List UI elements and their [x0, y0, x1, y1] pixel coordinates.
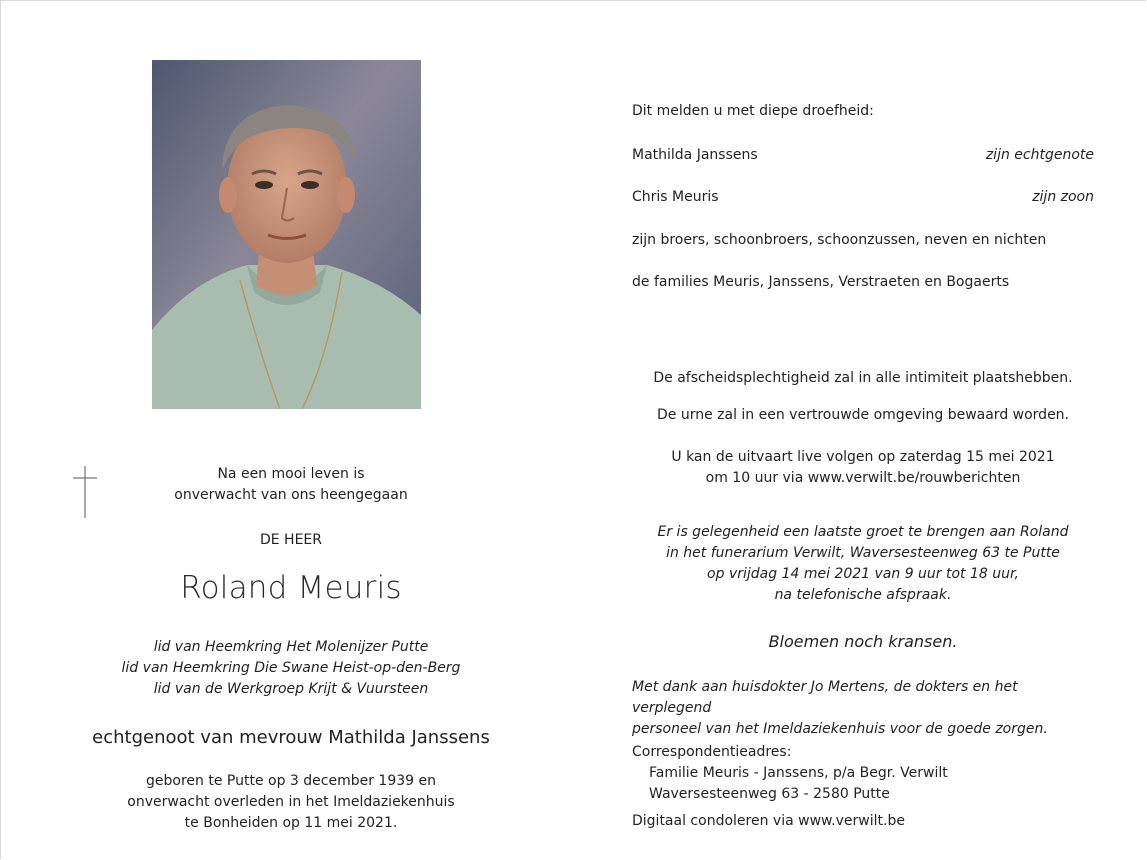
thanks-line: personeel van het Imeldaziekenhuis voor de goede zorgen. [632, 721, 1048, 737]
family-line: de families Meuris, Janssens, Verstraeten en Bogaerts [632, 274, 1010, 290]
visitation-line: na telefonische afspraak. [774, 587, 952, 603]
condolence-text: Digitaal condoleren via www.verwilt.be [632, 813, 905, 829]
visitation-line: Er is gelegenheid een laatste groet te brengen aan Roland [657, 524, 1069, 540]
intro-line: Na een mooi leven is [217, 466, 365, 482]
address-line: Waversesteenweg 63 - 2580 Putte [649, 786, 890, 802]
ceremony-text: De afscheidsplechtigheid zal in alle intimiteit plaatshebben. [653, 370, 1073, 386]
spouse-line: echtgenoot van mevrouw Mathilda Janssens [92, 727, 490, 748]
thanks-line: Met dank aan huisdokter Jo Mertens, de dokters en het verplegend [632, 679, 1018, 716]
family-line: zijn broers, schoonbroers, schoonzussen, neven en nichten [632, 232, 1047, 248]
livestream-text [632, 447, 1094, 489]
address-line: Familie Meuris - Janssens, p/a Begr. Verwilt [649, 765, 948, 781]
membership-line: lid van Heemkring Het Molenijzer Putte [153, 639, 429, 655]
birth-death-text [75, 771, 507, 834]
birth-death-line: te Bonheiden op 11 mei 2021. [184, 815, 398, 831]
membership-line: lid van Heemkring Die Swane Heist-op-den-Berg [121, 660, 461, 676]
visitation-line: in het funerarium Verwilt, Waversesteenweg 63 te Putte [666, 545, 1060, 561]
visitation-text [632, 522, 1094, 606]
intro-text [75, 464, 507, 506]
birth-death-line: onverwacht overleden in het Imeldaziekenhuis [127, 794, 455, 810]
visitation-line: op vrijdag 14 mei 2021 van 9 uur tot 18 uur, [707, 566, 1019, 582]
thanks-text [632, 677, 1094, 740]
relative-row [632, 187, 1094, 208]
honorific: DE HEER [259, 532, 323, 548]
announcement: Dit melden u met diepe droefheid: [632, 103, 874, 119]
correspondence-label: Correspondentieadres: [632, 744, 792, 760]
relative-relation: zijn zoon [1032, 189, 1094, 205]
memberships [75, 637, 507, 700]
membership-line: lid van de Werkgroep Krijt & Vuursteen [153, 681, 429, 697]
portrait-photo [152, 60, 421, 409]
livestream-line: U kan de uitvaart live volgen op zaterdag 15 mei 2021 [671, 449, 1055, 465]
relative-relation: zijn echtgenote [985, 147, 1094, 163]
livestream-line: om 10 uur via www.verwilt.be/rouwberichten [705, 470, 1021, 486]
relative-name: Chris Meuris [632, 189, 719, 205]
relative-row [632, 145, 1094, 166]
deceased-name: Roland Meuris [180, 570, 402, 606]
relative-name: Mathilda Janssens [632, 147, 758, 163]
intro-line: onverwacht van ons heengegaan [174, 487, 408, 503]
flowers-note: Bloemen noch kransen. [768, 632, 958, 651]
birth-death-line: geboren te Putte op 3 december 1939 en [146, 773, 436, 789]
correspondence-address [632, 763, 1094, 805]
urn-text: De urne zal in een vertrouwde omgeving bewaard worden. [656, 407, 1069, 423]
